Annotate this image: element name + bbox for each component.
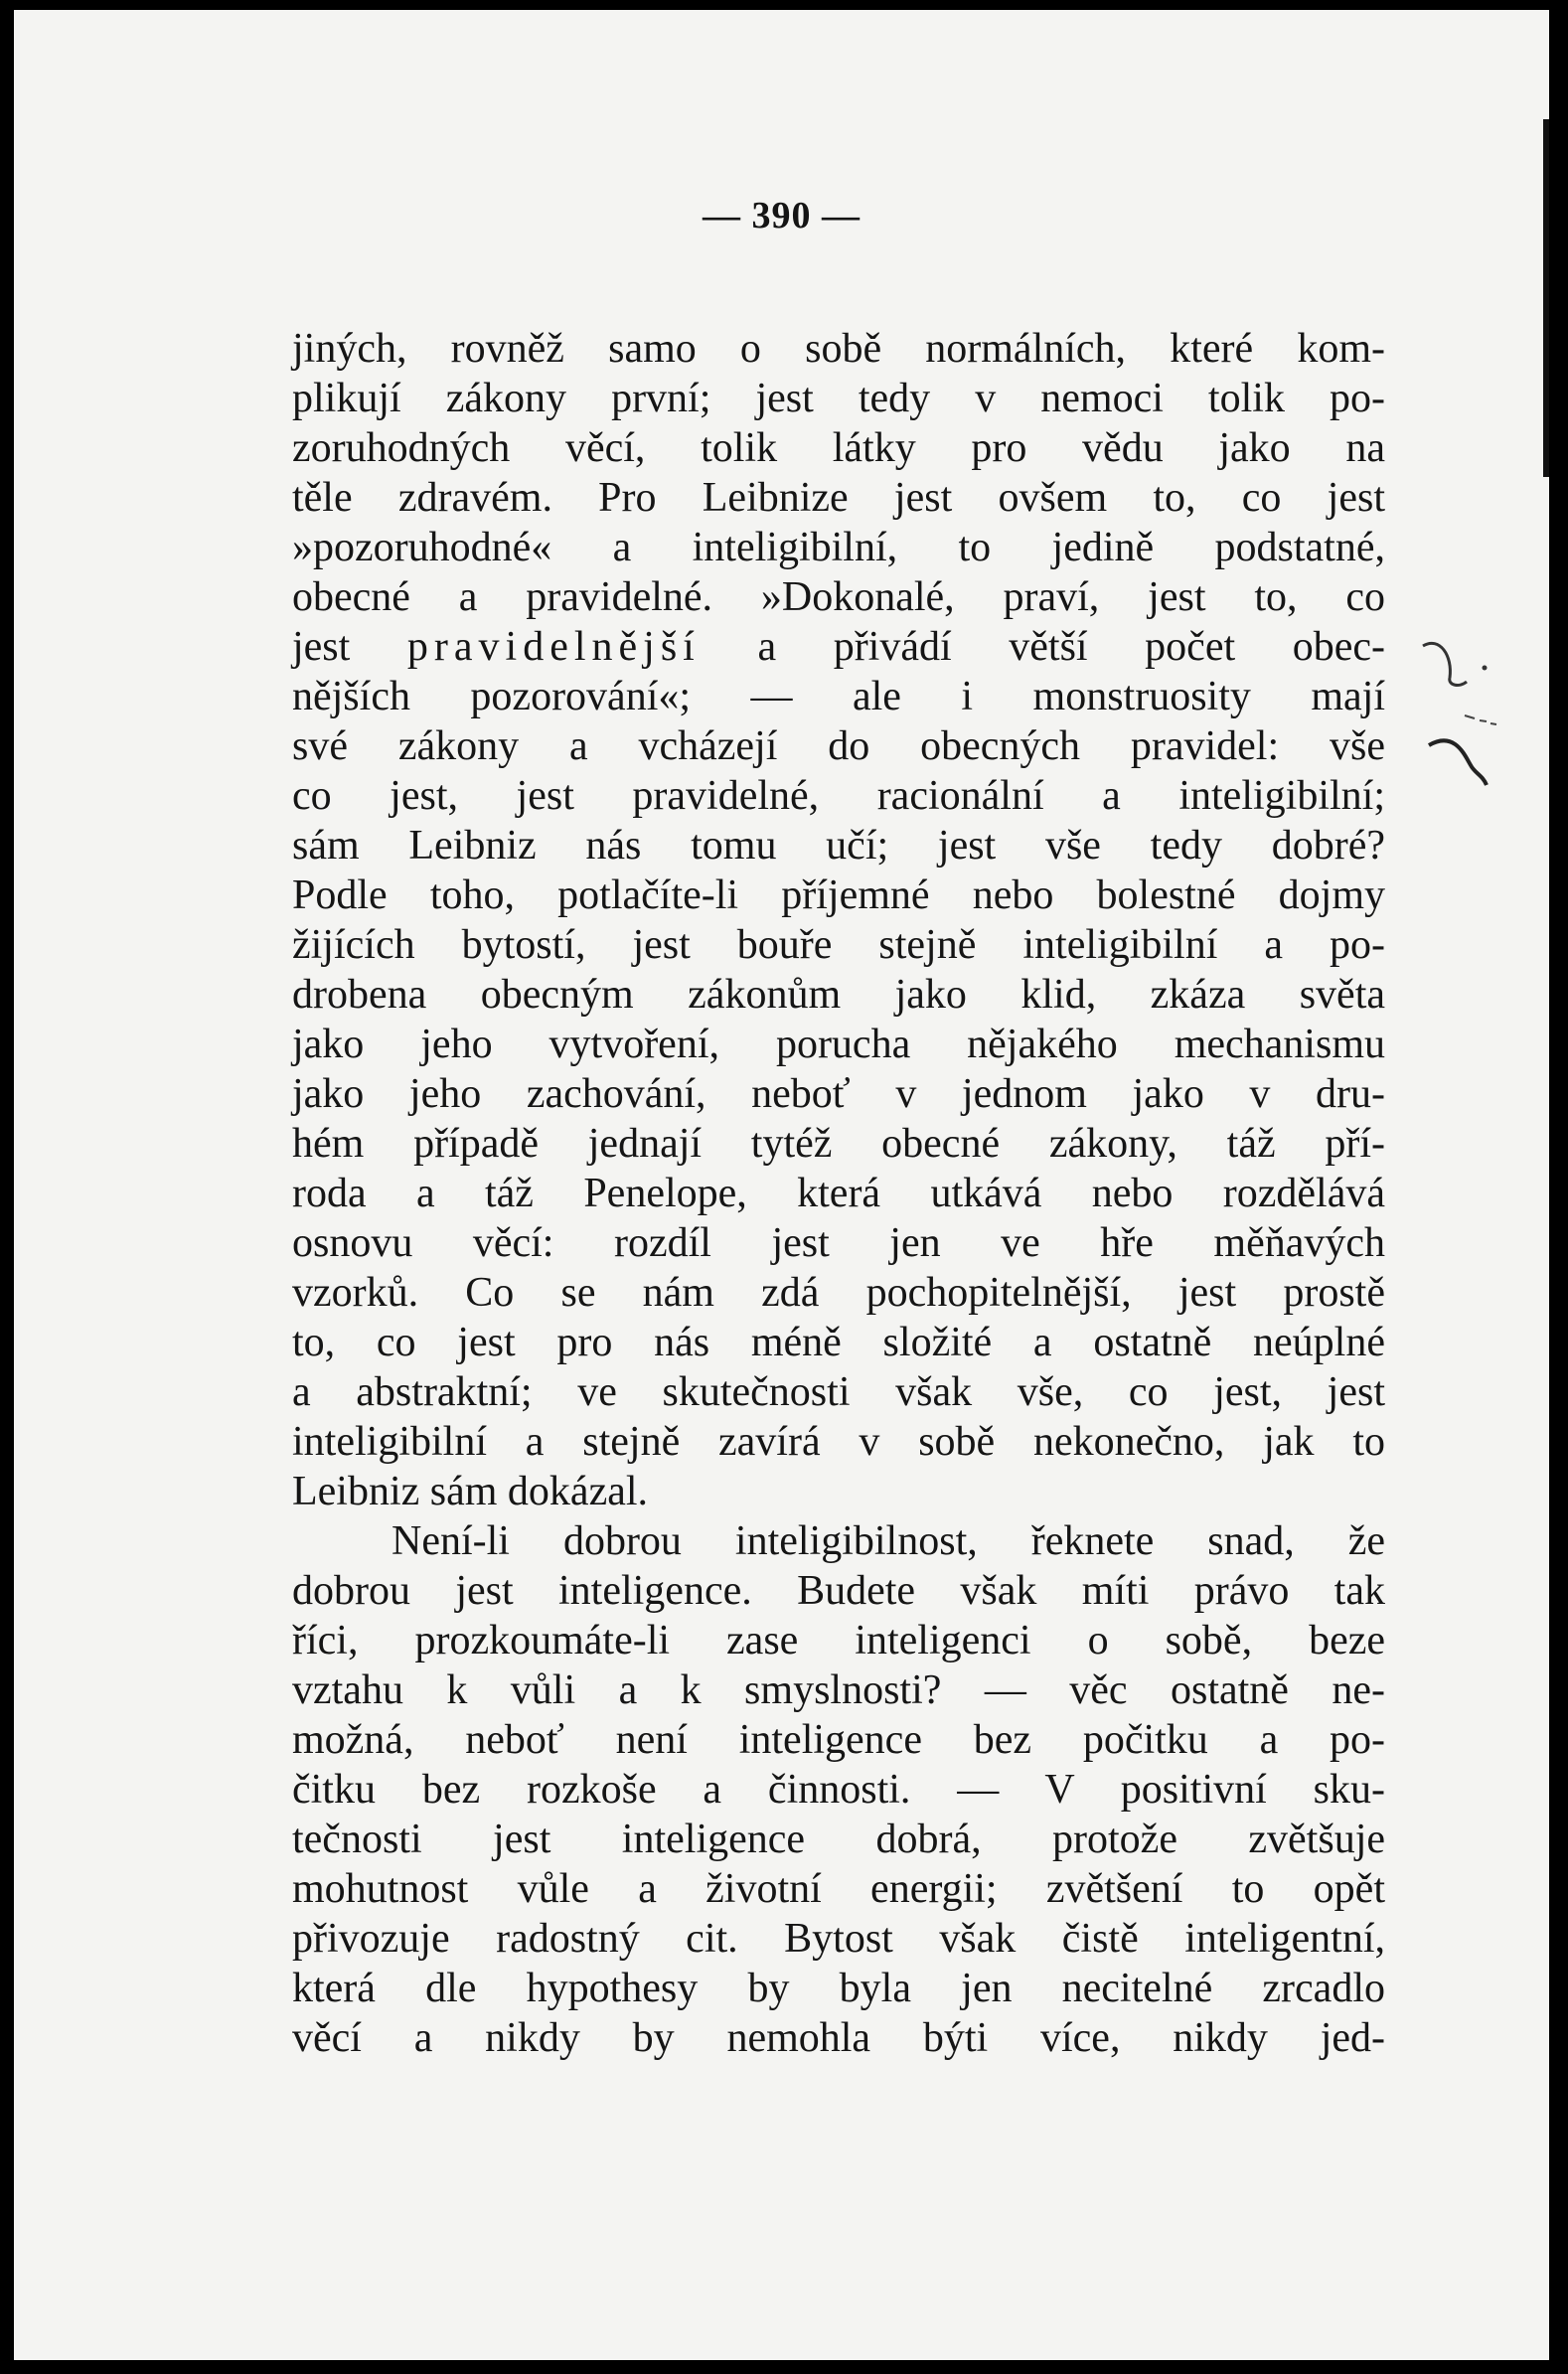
text-segment: a přivádí větší počet obec- xyxy=(700,624,1385,670)
text-line: Podle toho, potlačíte-li příjemné nebo bolestné dojmy xyxy=(292,872,1385,918)
text-line: Není-li dobrou inteligibilnost, řeknete snad, že xyxy=(392,1518,1385,1564)
margin-pencil-mark xyxy=(1415,616,1524,795)
text-line: hém případě jednají tytéž obecné zákony, táž pří- xyxy=(292,1121,1385,1167)
text-line: své zákony a vcházejí do obecných pravidel: vše xyxy=(292,723,1385,769)
body-text xyxy=(292,324,1385,2063)
text-line: nějších pozorování«; — ale i monstruosity mají xyxy=(292,674,1385,719)
text-line xyxy=(292,622,1385,672)
page-number: — 390 — xyxy=(703,195,861,237)
text-line: plikují zákony první; jest tedy v nemoci tolik po- xyxy=(292,376,1385,421)
text-line: »pozoruhodné« a inteligibilní, to jedině podstatné, xyxy=(292,525,1385,570)
text-line: obecné a pravidelné. »Dokonalé, praví, jest to, co xyxy=(292,574,1385,620)
text-line: dobrou jest inteligence. Budete však míti právo tak xyxy=(292,1568,1385,1614)
text-line: roda a táž Penelope, která utkává nebo rozdělává xyxy=(292,1171,1385,1216)
text-line: zoruhodných věcí, tolik látky pro vědu jako na xyxy=(292,425,1385,471)
text-line: přivozuje radostný cit. Bytost však čistě inteligentní, xyxy=(292,1916,1385,1962)
text-line: čitku bez rozkoše a činnosti. — V positivní sku- xyxy=(292,1767,1385,1813)
text-line: jiných, rovněž samo o sobě normálních, které kom- xyxy=(292,326,1385,372)
text-line: co jest, jest pravidelné, racionální a inteligibilní; xyxy=(292,773,1385,819)
text-line: vzorků. Co se nám zdá pochopitelnější, jest prostě xyxy=(292,1270,1385,1316)
text-line: vztahu k vůli a k smyslnosti? — věc ostatně ne- xyxy=(292,1667,1385,1713)
emphasized-word: pravidelnější xyxy=(406,624,701,670)
text-segment: jest xyxy=(292,624,407,670)
text-line: inteligibilní a stejně zavírá v sobě nekonečno, jak to xyxy=(292,1419,1385,1465)
text-line: a abstraktní; ve skutečnosti však vše, co jest, jest xyxy=(292,1369,1385,1415)
text-line: drobena obecným zákonům jako klid, zkáza světa xyxy=(292,972,1385,1018)
text-line: Leibniz sám dokázal. xyxy=(292,1469,649,1514)
text-line: sám Leibniz nás tomu učí; jest vše tedy dobré? xyxy=(292,823,1385,869)
text-line: věcí a nikdy by nemohla býti více, nikdy jed- xyxy=(292,2015,1385,2061)
text-line: osnovu věcí: rozdíl jest jen ve hře měňavých xyxy=(292,1220,1385,1266)
text-line: která dle hypothesy by byla jen necitelné zrcadlo xyxy=(292,1966,1385,2011)
text-line: mohutnost vůle a životní energii; zvětšení to opět xyxy=(292,1866,1385,1912)
text-line: možná, neboť není inteligence bez počitku a po- xyxy=(292,1717,1385,1763)
text-line: to, co jest pro nás méně složité a ostatně neúplné xyxy=(292,1320,1385,1365)
text-line: jako jeho vytvoření, porucha nějakého mechanismu xyxy=(292,1022,1385,1067)
text-line: žijících bytostí, jest bouře stejně inteligibilní a po- xyxy=(292,922,1385,968)
text-line: jako jeho zachování, neboť v jednom jako v dru- xyxy=(292,1071,1385,1117)
book-page xyxy=(14,10,1549,2360)
page-edge-shadow xyxy=(1543,119,1549,477)
text-line: říci, prozkoumáte-li zase inteligenci o sobě, beze xyxy=(292,1618,1385,1663)
text-line: tečnosti jest inteligence dobrá, protože zvětšuje xyxy=(292,1817,1385,1862)
text-line: těle zdravém. Pro Leibnize jest ovšem to, co jest xyxy=(292,475,1385,521)
